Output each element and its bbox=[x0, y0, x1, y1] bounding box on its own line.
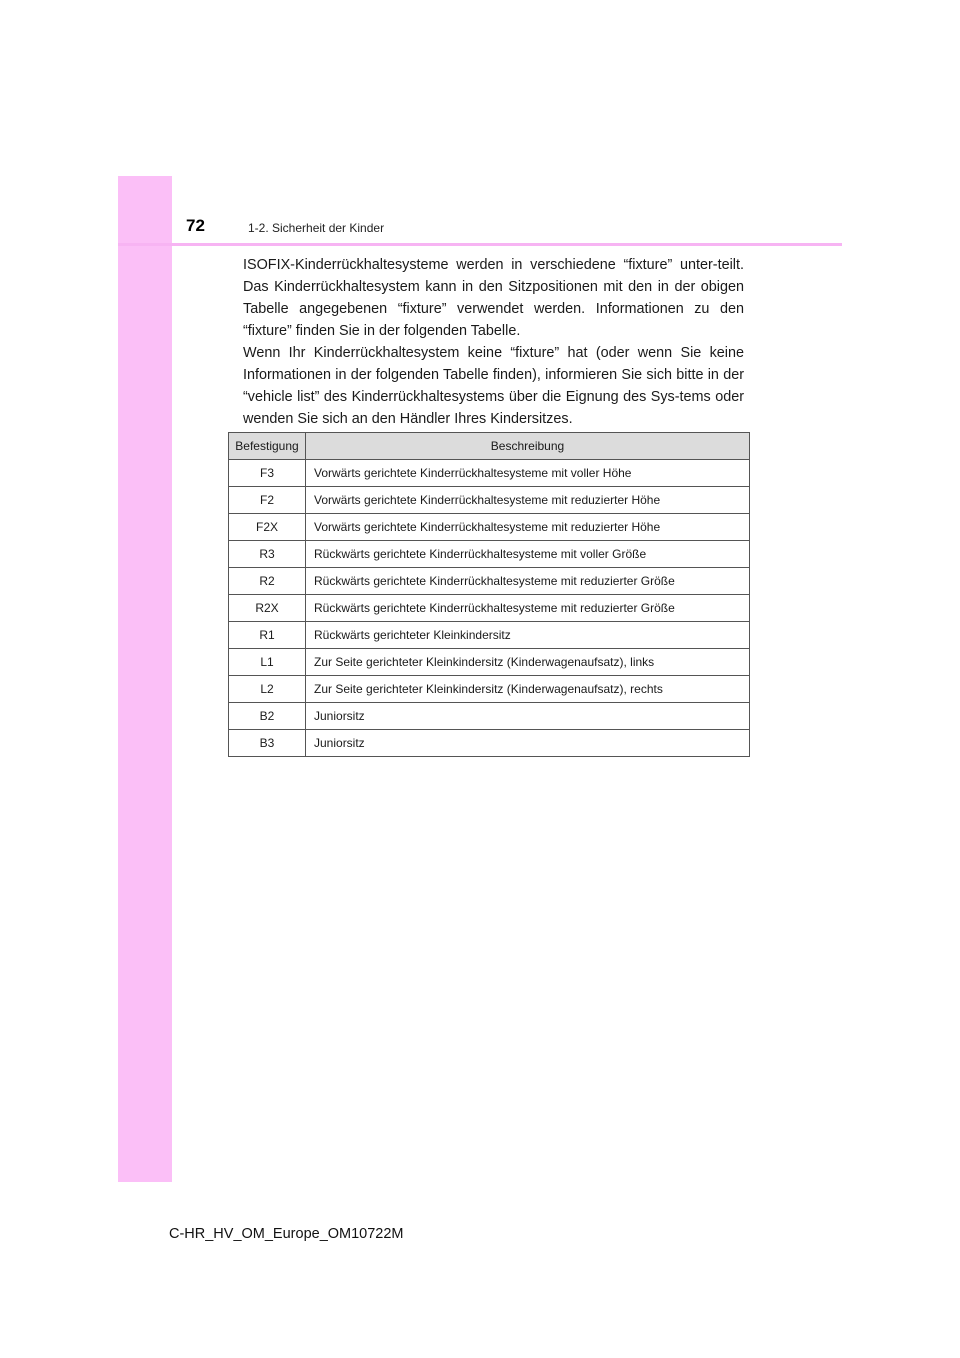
fixture-code: L2 bbox=[229, 676, 306, 703]
table-row bbox=[229, 595, 750, 622]
fixture-description: Vorwärts gerichtete Kinderrückhaltesysteme mit reduzierter Höhe bbox=[306, 514, 750, 541]
table-row bbox=[229, 541, 750, 568]
fixture-description: Juniorsitz bbox=[306, 703, 750, 730]
fixture-description: Rückwärts gerichtete Kinderrückhaltesysteme mit voller Größe bbox=[306, 541, 750, 568]
fixture-description: Rückwärts gerichtete Kinderrückhaltesysteme mit reduzierter Größe bbox=[306, 595, 750, 622]
table-row bbox=[229, 730, 750, 757]
table-header-row bbox=[229, 433, 750, 460]
column-header-befestigung: Befestigung bbox=[229, 433, 306, 460]
page-number: 72 bbox=[186, 216, 205, 235]
fixture-description: Rückwärts gerichteter Kleinkindersitz bbox=[306, 622, 750, 649]
fixture-description: Juniorsitz bbox=[306, 730, 750, 757]
sidebar-color-band bbox=[118, 176, 172, 1182]
fixture-code: B2 bbox=[229, 703, 306, 730]
column-header-beschreibung: Beschreibung bbox=[306, 433, 750, 460]
table-row bbox=[229, 703, 750, 730]
table-row bbox=[229, 649, 750, 676]
fixture-description: Vorwärts gerichtete Kinderrückhaltesysteme mit voller Höhe bbox=[306, 460, 750, 487]
fixture-description: Rückwärts gerichtete Kinderrückhaltesysteme mit reduzierter Größe bbox=[306, 568, 750, 595]
table-row bbox=[229, 622, 750, 649]
table-row bbox=[229, 676, 750, 703]
document-code: C-HR_HV_OM_Europe_OM10722M bbox=[169, 1226, 404, 1242]
fixture-code: F2X bbox=[229, 514, 306, 541]
fixture-table bbox=[228, 432, 750, 757]
fixture-code: F2 bbox=[229, 487, 306, 514]
table-row bbox=[229, 487, 750, 514]
fixture-code: L1 bbox=[229, 649, 306, 676]
fixture-code: R2 bbox=[229, 568, 306, 595]
fixture-code: F3 bbox=[229, 460, 306, 487]
paragraph-fixture-advice: Wenn Ihr Kinderrückhaltesystem keine “fixture” hat (oder wenn Sie keine Informationen in der folgenden Tabelle finden), informieren Sie sich bitte in der “vehicle list” des Kinderrückhaltesystems über die Eignung des Sys-tems oder wenden Sie sich an den Händler Ihres Kindersitzes. bbox=[243, 345, 744, 427]
fixture-description: Vorwärts gerichtete Kinderrückhaltesysteme mit reduzierter Höhe bbox=[306, 487, 750, 514]
table-row bbox=[229, 514, 750, 541]
table-row bbox=[229, 568, 750, 595]
fixture-code: R3 bbox=[229, 541, 306, 568]
fixture-code: B3 bbox=[229, 730, 306, 757]
body-text bbox=[243, 254, 744, 430]
section-title: 1-2. Sicherheit der Kinder bbox=[248, 221, 385, 235]
fixture-description: Zur Seite gerichteter Kleinkindersitz (Kinderwagenaufsatz), rechts bbox=[306, 676, 750, 703]
header-divider bbox=[118, 243, 842, 246]
table-row bbox=[229, 460, 750, 487]
paragraph-fixture-intro: ISOFIX-Kinderrückhaltesysteme werden in verschiedene “fixture” unter-teilt. Das Kinderrückhaltesystem kann in den Sitzpositionen mit den in der obigen Tabelle angegebenen “fixture” verwendet werden. Informationen zu den “fixture” finden Sie in der folgenden Tabelle. bbox=[243, 257, 744, 339]
fixture-code: R1 bbox=[229, 622, 306, 649]
fixture-code: R2X bbox=[229, 595, 306, 622]
fixture-description: Zur Seite gerichteter Kleinkindersitz (Kinderwagenaufsatz), links bbox=[306, 649, 750, 676]
